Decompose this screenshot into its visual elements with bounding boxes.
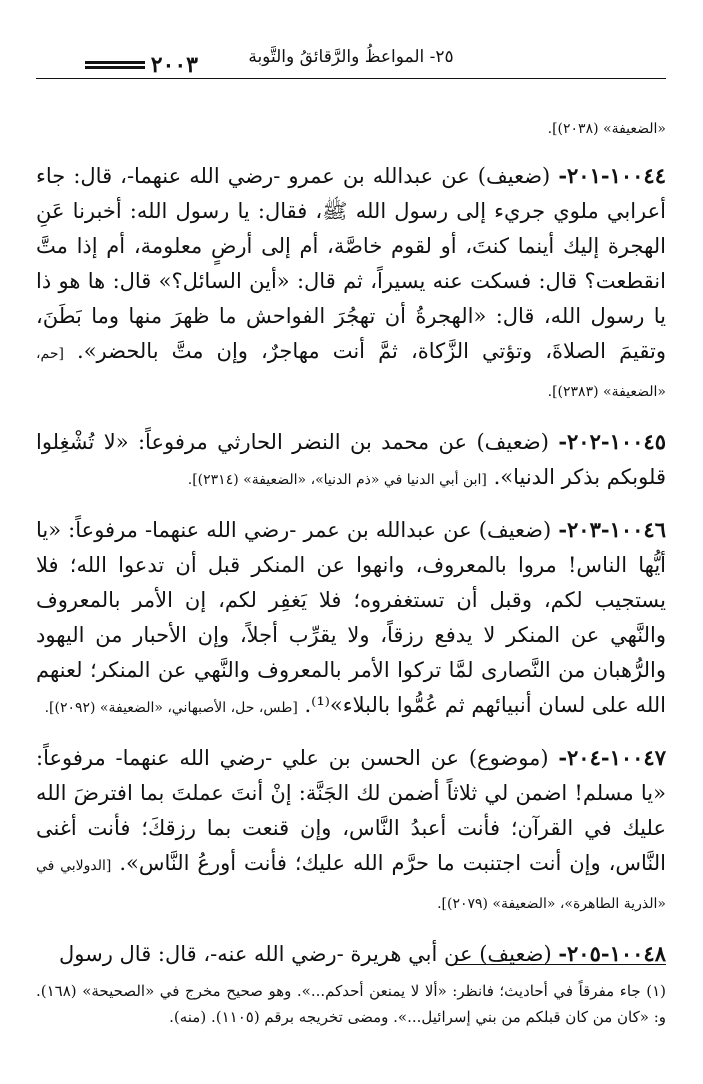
hadith-entry <box>36 158 666 410</box>
hadith-reference: [الدولابي في «الذرية الطاهرة»، «الضعيفة» (٢٠٧٩)]. <box>36 858 666 912</box>
hadith-text <box>36 936 666 972</box>
hadith-body: (ضعيف) عن محمد بن النضر الحارثي مرفوعاً: «لا تُشْغِلوا قلوبكم بذكر الدنيا». <box>36 430 666 489</box>
hadith-reference: [ابن أبي الدنيا في «ذم الدنيا»، «الضعيفة» (٢٣١٤)]. <box>187 472 487 488</box>
page-number-block <box>48 52 198 78</box>
hadith-text <box>36 512 666 726</box>
hadith-entry <box>36 936 666 972</box>
hadith-body: (موضوع) عن الحسن بن علي -رضي الله عنهما- مرفوعاً: «يا مسلم! اضمن لي ثلاثاً أضمن لك الجَنَّة: إنْ أنتَ عملتَ بما افترضَ الله عليك في القرآن؛ فأنت أعبدُ النَّاس، وإن قنعت بما رزقكَ؛ فأنت أغنى النَّاس، وإن أنت اجتنبت ما حرَّم الله عليك؛ فأنت أورعُ النَّاس». <box>36 746 666 875</box>
previous-entry-reference: «الضعيفة» (٢٠٣٨)]. <box>547 121 666 137</box>
page-number-decoration <box>85 61 145 69</box>
hadith-text <box>36 158 666 410</box>
hadith-number: ١٠٠٤٨-٢٠٥- <box>558 941 666 966</box>
hadith-number: ١٠٠٤٦-٢٠٣- <box>558 517 666 542</box>
hadith-number: ١٠٠٤٧-٢٠٤- <box>558 745 666 770</box>
hadith-text <box>36 424 666 498</box>
page-body <box>36 118 666 986</box>
hadith-number: ١٠٠٤٤-٢٠١- <box>558 163 666 188</box>
hadith-entry <box>36 424 666 498</box>
hadith-number: ١٠٠٤٥-٢٠٢- <box>558 429 666 454</box>
page-number: ٢٠٠٣ <box>150 52 198 78</box>
header-rule <box>36 78 666 79</box>
hadith-reference: [حم، «الضعيفة» (٢٣٨٣)]. <box>36 346 666 400</box>
hadith-body: (ضعيف) عن عبدالله بن عمرو -رضي الله عنهما-، قال: جاء أعرابي ملوي جريء إلى رسول الله ﷺ، فقال: يا رسول الله: أخبرنا عَنِ الهجرة إليك أينما كنتَ، أو لقوم خاصَّة، أم إلى أرضٍ معلومة، أم إذا متَّ انقطعت؟ قال: فسكت عنه يسيراً، ثم قال: «أين السائل؟» قال: ها هو ذا يا رسول الله، قال: «الهجرةُ أن تهجُرَ الفواحش ما ظهرَ منها وما بَطَنَ، وتقيمَ الصلاةَ، وتؤتي الزَّكاة، ثمَّ أنت مهاجرٌ، وإن متَّ بالحضر». <box>36 164 666 363</box>
hadith-text <box>36 740 666 922</box>
hadith-body: (ضعيف) عن عبدالله بن عمر -رضي الله عنهما- مرفوعاً: «يا أيُّها الناس! مروا بالمعروف، وانهوا عن المنكر قبل أن تدعوا الله؛ فلا يستجيب لكم، وقبل أن تستغفروه؛ فلا يَغفِر لكم، إن الأمر بالمعروف والنَّهي عن المنكر لا يدفع رزقاً، ولا يقرِّب أجلاً، وإن الأحبار من اليهود والرُّهبان من النَّصارى لمَّا تركوا الأمر بالمعروف والنَّهي عن المنكر؛ لعنهم الله على لسان أنبيائهم ثم عُمُّوا بالبلاء»⁽¹⁾. <box>36 518 666 717</box>
hadith-body: (ضعيف) عن أبي هريرة -رضي الله عنه-، قال: قال رسول <box>59 942 559 966</box>
hadith-entry <box>36 512 666 726</box>
footnotes <box>36 978 666 1030</box>
footnote-separator <box>454 964 666 965</box>
footnote-1: (١) جاء مفرقاً في أحاديث؛ فانظر: «ألا لا يمنعن أحدكم...». وهو صحيح مخرج في «الصحيحة» (١٦٨). و: «كان من كان قبلكم من بني إسرائيل...». ومضى تخريجه برقم (١١٠٥). (منه). <box>36 982 666 1026</box>
page-header <box>36 46 666 86</box>
chapter-title: ٢٥- المواعظُ والرَّقائقُ والتَّوبة <box>248 47 454 67</box>
hadith-entry <box>36 740 666 922</box>
hadith-reference: [طس، حل، الأصبهاني، «الضعيفة» (٢٠٩٢)]. <box>44 700 298 716</box>
